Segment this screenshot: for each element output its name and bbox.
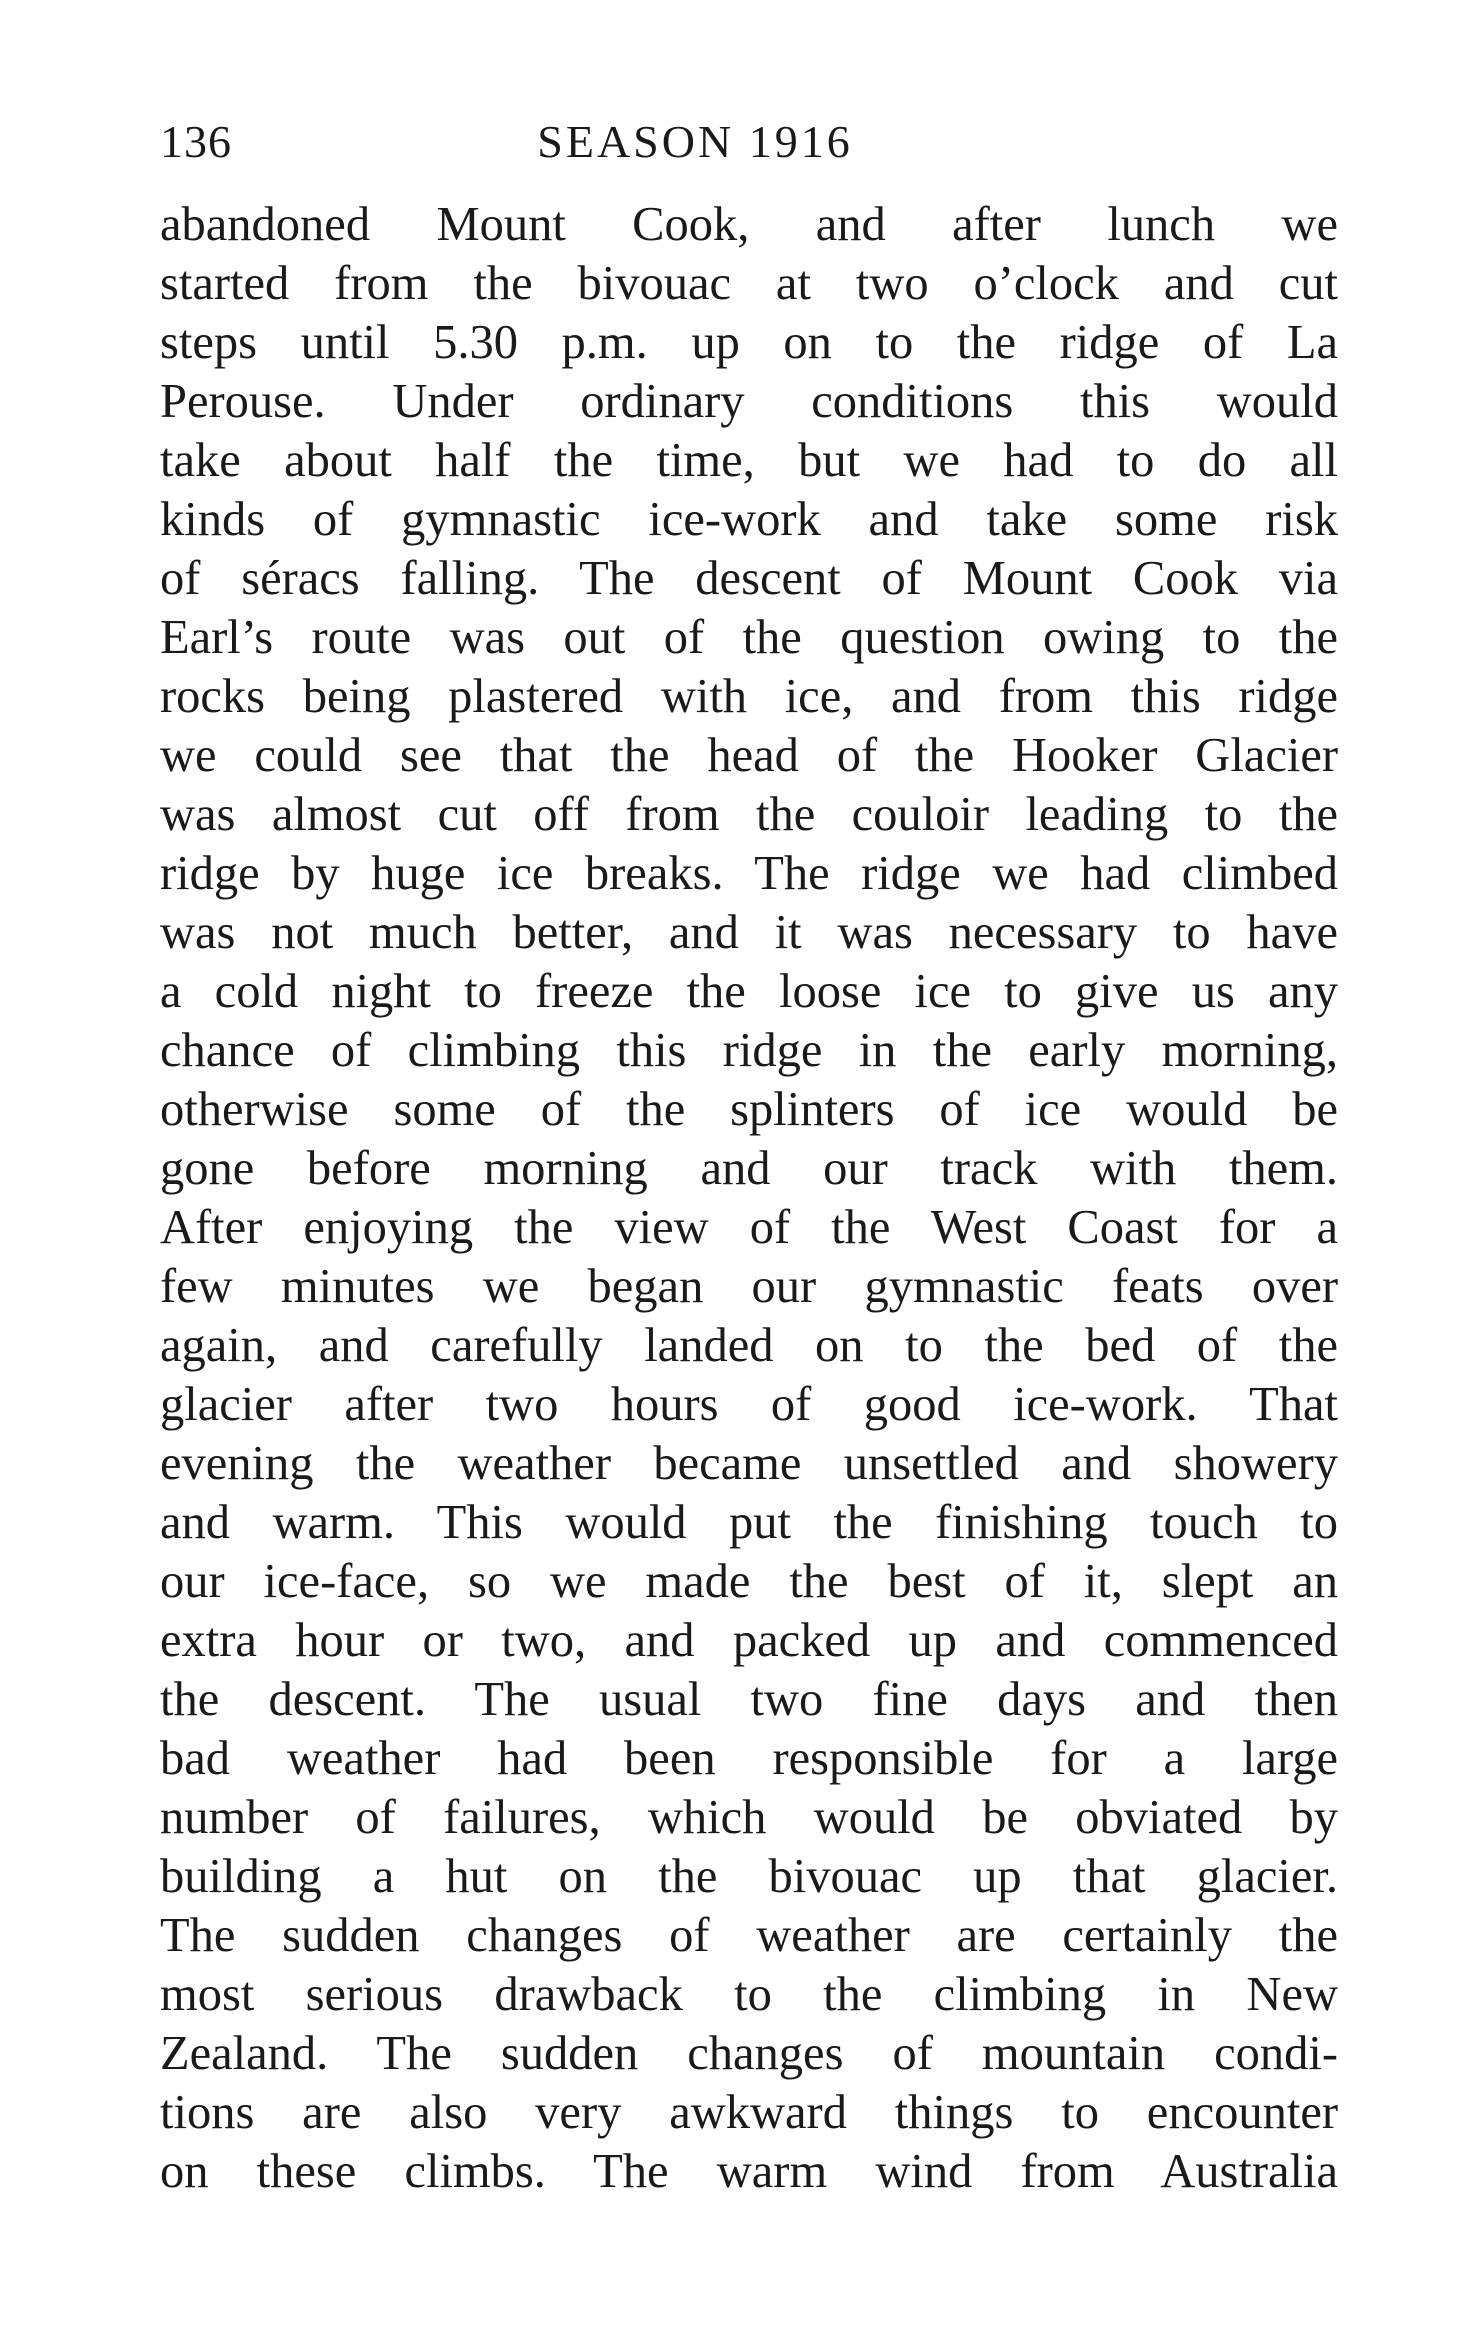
text-line: Perouse. Under ordinary conditions this would (160, 375, 1338, 428)
text-line: most serious drawback to the climbing in New (160, 1968, 1338, 2021)
text-line: ridge by huge ice breaks. The ridge we had climbed (160, 847, 1338, 900)
text-line: and warm. This would put the finishing touch to (160, 1496, 1338, 1549)
text-line: was not much better, and it was necessary to have (160, 906, 1338, 959)
text-line: building a hut on the bivouac up that glacier. (160, 1850, 1338, 1903)
body-text (160, 195, 1338, 2201)
text-line: our ice-face, so we made the best of it, slept an (160, 1555, 1338, 1608)
text-line: extra hour or two, and packed up and commenced (160, 1614, 1338, 1667)
text-line: again, and carefully landed on to the bed of the (160, 1319, 1338, 1372)
page-number: 136 (160, 116, 232, 167)
text-line: few minutes we began our gymnastic feats over (160, 1260, 1338, 1313)
text-line: we could see that the head of the Hooker Glacier (160, 729, 1338, 782)
text-line: Earl’s route was out of the question owing to the (160, 611, 1338, 664)
text-line: glacier after two hours of good ice-work. That (160, 1378, 1338, 1431)
page-header (160, 112, 1338, 172)
running-head: SEASON 1916 (537, 116, 853, 167)
text-line: of séracs falling. The descent of Mount Cook via (160, 552, 1338, 605)
text-line: a cold night to freeze the loose ice to give us any (160, 965, 1338, 1018)
text-line: kinds of gymnastic ice-work and take some risk (160, 493, 1338, 546)
text-line: rocks being plastered with ice, and from this ridge (160, 670, 1338, 723)
text-line: bad weather had been responsible for a large (160, 1732, 1338, 1785)
text-line: gone before morning and our track with them. (160, 1142, 1338, 1195)
text-line: number of failures, which would be obviated by (160, 1791, 1338, 1844)
text-line: the descent. The usual two fine days and then (160, 1673, 1338, 1726)
text-line: Zealand. The sudden changes of mountain condi- (160, 2027, 1338, 2080)
text-line: was almost cut off from the couloir leading to the (160, 788, 1338, 841)
text-line: on these climbs. The warm wind from Australia (160, 2145, 1338, 2198)
text-line: The sudden changes of weather are certainly the (160, 1909, 1338, 1962)
text-line: evening the weather became unsettled and showery (160, 1437, 1338, 1490)
text-line: otherwise some of the splinters of ice would be (160, 1083, 1338, 1136)
text-line: started from the bivouac at two o’clock and cut (160, 257, 1338, 310)
text-line: After enjoying the view of the West Coast for a (160, 1201, 1338, 1254)
text-line: chance of climbing this ridge in the early morning, (160, 1024, 1338, 1077)
text-line: tions are also very awkward things to encounter (160, 2086, 1338, 2139)
text-line: take about half the time, but we had to do all (160, 434, 1338, 487)
text-line: abandoned Mount Cook, and after lunch we (160, 198, 1338, 251)
text-line: steps until 5.30 p.m. up on to the ridge of La (160, 316, 1338, 369)
